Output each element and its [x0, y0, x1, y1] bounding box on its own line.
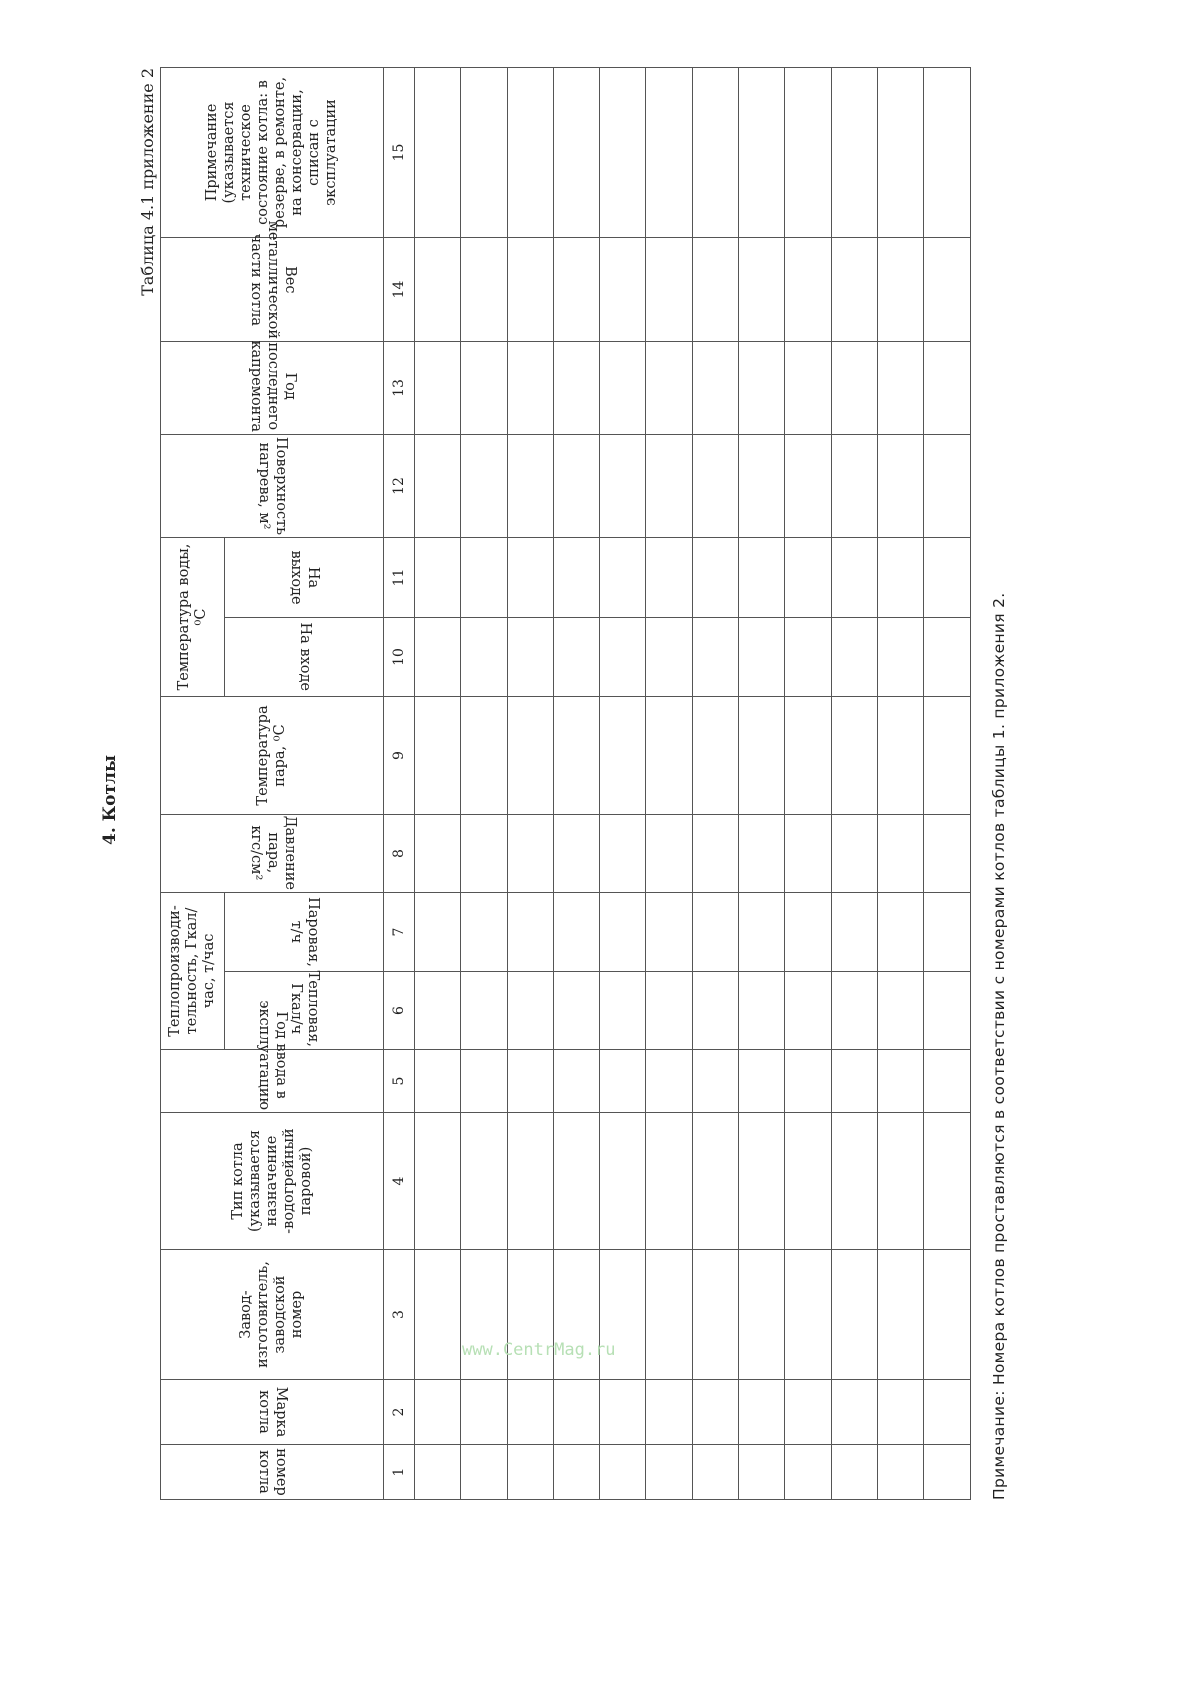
table-cell[interactable]	[461, 972, 507, 1050]
header-row	[161, 68, 225, 1500]
table-row	[739, 68, 785, 1500]
table-cell[interactable]	[739, 1113, 785, 1250]
table-cell[interactable]	[877, 238, 923, 342]
table-cell[interactable]	[461, 893, 507, 972]
table-cell[interactable]	[924, 238, 970, 342]
table-cell[interactable]	[831, 68, 877, 238]
table-cell[interactable]	[415, 1113, 461, 1250]
table-cell[interactable]	[877, 435, 923, 538]
table-cell[interactable]	[785, 1445, 831, 1500]
table-cell[interactable]	[553, 538, 599, 618]
table-cell[interactable]	[924, 1445, 970, 1500]
table-cell[interactable]	[692, 342, 738, 435]
table-cell[interactable]	[646, 1250, 692, 1380]
table-cell[interactable]	[692, 1380, 738, 1445]
table-row	[415, 68, 461, 1500]
table-cell[interactable]	[507, 1380, 553, 1445]
table-cell[interactable]	[646, 342, 692, 435]
table-cell[interactable]	[785, 618, 831, 697]
table-cell[interactable]	[461, 1250, 507, 1380]
table-cell[interactable]	[739, 1445, 785, 1500]
table-cell[interactable]	[553, 342, 599, 435]
table-cell[interactable]	[461, 342, 507, 435]
table-cell[interactable]	[831, 1380, 877, 1445]
table-cell[interactable]	[646, 68, 692, 238]
table-row	[692, 68, 738, 1500]
table-cell[interactable]	[415, 893, 461, 972]
table-row	[785, 68, 831, 1500]
table-cell[interactable]	[692, 538, 738, 618]
table-cell[interactable]	[646, 972, 692, 1050]
table-cell[interactable]	[739, 1050, 785, 1113]
table-row	[461, 68, 507, 1500]
table-cell[interactable]	[924, 1250, 970, 1380]
table-cell[interactable]	[785, 1050, 831, 1113]
header-cell: Поверхность нагрева, м²	[161, 435, 384, 538]
header-group-cell: Температура воды, ⁰C	[161, 538, 225, 697]
table-cell[interactable]	[507, 435, 553, 538]
table-cell[interactable]	[785, 815, 831, 893]
table-cell[interactable]	[692, 893, 738, 972]
table-cell[interactable]	[785, 1250, 831, 1380]
table-cell[interactable]	[415, 972, 461, 1050]
table-cell[interactable]	[739, 1250, 785, 1380]
table-cell[interactable]	[646, 618, 692, 697]
column-number-cell: 9	[384, 697, 415, 815]
table-cell[interactable]	[507, 1113, 553, 1250]
table-cell[interactable]	[600, 697, 646, 815]
table-row	[831, 68, 877, 1500]
table-cell[interactable]	[553, 815, 599, 893]
table-cell[interactable]	[461, 1113, 507, 1250]
table-cell[interactable]	[877, 697, 923, 815]
table-cell[interactable]	[739, 815, 785, 893]
section-title: 4. Котлы	[100, 754, 120, 846]
table-cell[interactable]	[507, 815, 553, 893]
table-cell[interactable]	[600, 538, 646, 618]
table-cell[interactable]	[831, 1113, 877, 1250]
table-cell[interactable]	[507, 893, 553, 972]
header-cell: На выходе	[225, 538, 384, 618]
table-cell[interactable]	[831, 893, 877, 972]
table-row	[507, 68, 553, 1500]
table-cell[interactable]	[507, 68, 553, 238]
table-cell[interactable]	[461, 435, 507, 538]
table-row	[646, 68, 692, 1500]
column-number-cell: 13	[384, 342, 415, 435]
table-cell[interactable]	[600, 1250, 646, 1380]
table-cell[interactable]	[739, 68, 785, 238]
table-cell[interactable]	[924, 68, 970, 238]
table-cell[interactable]	[415, 618, 461, 697]
column-number-cell: 6	[384, 972, 415, 1050]
table-cell[interactable]	[692, 1445, 738, 1500]
header-cell: Паровая, т/ч	[225, 893, 384, 972]
table-cell[interactable]	[877, 1445, 923, 1500]
table-cell[interactable]	[507, 1050, 553, 1113]
table-cell[interactable]	[877, 1380, 923, 1445]
table-cell[interactable]	[646, 815, 692, 893]
table-cell[interactable]	[924, 1050, 970, 1113]
table-cell[interactable]	[785, 68, 831, 238]
column-number-cell: 4	[384, 1113, 415, 1250]
table-cell[interactable]	[785, 1113, 831, 1250]
table-cell[interactable]	[877, 972, 923, 1050]
table-cell[interactable]	[785, 538, 831, 618]
table-cell[interactable]	[600, 68, 646, 238]
table-cell[interactable]	[507, 238, 553, 342]
table-cell[interactable]	[415, 68, 461, 238]
table-cell[interactable]	[415, 815, 461, 893]
table-cell[interactable]	[507, 1445, 553, 1500]
table-cell[interactable]	[692, 68, 738, 238]
table-cell[interactable]	[415, 1050, 461, 1113]
table-cell[interactable]	[877, 68, 923, 238]
table-cell[interactable]	[600, 893, 646, 972]
table-cell[interactable]	[553, 893, 599, 972]
column-number-row	[384, 68, 415, 1500]
table-cell[interactable]	[739, 618, 785, 697]
header-cell: Примечание (указывается техническое состояние котла: в резерве, в ремонте, на консервации, списан с эксплуатации	[161, 68, 384, 238]
table-cell[interactable]	[461, 815, 507, 893]
table-cell[interactable]	[924, 1380, 970, 1445]
boilers-table	[160, 67, 971, 1500]
table-cell[interactable]	[877, 1250, 923, 1380]
table-cell[interactable]	[785, 972, 831, 1050]
column-number-cell: 14	[384, 238, 415, 342]
table-cell[interactable]	[924, 435, 970, 538]
table-cell[interactable]	[831, 1050, 877, 1113]
table-cell[interactable]	[553, 238, 599, 342]
column-number-cell: 12	[384, 435, 415, 538]
table-cell[interactable]	[553, 618, 599, 697]
table-cell[interactable]	[553, 1113, 599, 1250]
table-cell[interactable]	[646, 893, 692, 972]
table-cell[interactable]	[461, 68, 507, 238]
table-cell[interactable]	[692, 1050, 738, 1113]
table-cell[interactable]	[877, 618, 923, 697]
table-row	[600, 68, 646, 1500]
table-cell[interactable]	[461, 538, 507, 618]
table-cell[interactable]	[461, 238, 507, 342]
table-cell[interactable]	[553, 1445, 599, 1500]
column-number-cell: 5	[384, 1050, 415, 1113]
table-cell[interactable]	[692, 435, 738, 538]
table-cell[interactable]	[739, 238, 785, 342]
table-cell[interactable]	[739, 972, 785, 1050]
table-cell[interactable]	[785, 435, 831, 538]
table-cell[interactable]	[600, 342, 646, 435]
table-cell[interactable]	[831, 972, 877, 1050]
header-cell: Тепловая, Гкал/ч	[225, 972, 384, 1050]
header-cell: Тип котла (указывается назначение -водогрейный паровой)	[161, 1113, 384, 1250]
header-cell: Температура пара, ⁰C	[161, 697, 384, 815]
table-cell[interactable]	[600, 1445, 646, 1500]
table-cell[interactable]	[877, 342, 923, 435]
column-number-cell: 1	[384, 1445, 415, 1500]
header-group-cell: Теплопроизводи-тельность, Гкал/час, т/час	[161, 893, 225, 1050]
table-cell[interactable]	[831, 618, 877, 697]
table-cell[interactable]	[831, 1250, 877, 1380]
table-cell[interactable]	[785, 1380, 831, 1445]
table-cell[interactable]	[646, 1113, 692, 1250]
table-cell[interactable]	[739, 342, 785, 435]
table-cell[interactable]	[600, 815, 646, 893]
column-number-cell: 2	[384, 1380, 415, 1445]
table-row	[877, 68, 923, 1500]
table-cell[interactable]	[739, 697, 785, 815]
table-cell[interactable]	[553, 1380, 599, 1445]
table-cell[interactable]	[553, 435, 599, 538]
table-cell[interactable]	[831, 435, 877, 538]
table-caption: Таблица 4.1 приложение 2	[138, 68, 157, 296]
table-cell[interactable]	[507, 1250, 553, 1380]
table-cell[interactable]	[739, 893, 785, 972]
table-cell[interactable]	[831, 238, 877, 342]
table-cell[interactable]	[600, 238, 646, 342]
header-cell: Год последнего капремонта	[161, 342, 384, 435]
header-cell: Давление пара, кгс/см²	[161, 815, 384, 893]
table-cell[interactable]	[553, 1050, 599, 1113]
footnote: Примечание: Номера котлов проставляются в соответствии с номерами котлов таблицы 1. приложения 2.	[990, 592, 1008, 1500]
table-cell[interactable]	[692, 815, 738, 893]
table-cell[interactable]	[600, 1050, 646, 1113]
table-cell[interactable]	[785, 893, 831, 972]
table-cell[interactable]	[507, 538, 553, 618]
table-cell[interactable]	[785, 342, 831, 435]
table-cell[interactable]	[877, 538, 923, 618]
table-cell[interactable]	[507, 972, 553, 1050]
table-cell[interactable]	[553, 1250, 599, 1380]
table-cell[interactable]	[415, 1380, 461, 1445]
table-cell[interactable]	[646, 1380, 692, 1445]
table-cell[interactable]	[877, 1113, 923, 1250]
table-cell[interactable]	[739, 1380, 785, 1445]
table-cell[interactable]	[646, 1445, 692, 1500]
table-cell[interactable]	[415, 538, 461, 618]
table-cell[interactable]	[415, 1250, 461, 1380]
column-number-cell: 3	[384, 1250, 415, 1380]
table-cell[interactable]	[924, 893, 970, 972]
table-row	[924, 68, 970, 1500]
table-cell[interactable]	[924, 815, 970, 893]
table-cell[interactable]	[692, 697, 738, 815]
column-number-cell: 8	[384, 815, 415, 893]
table-cell[interactable]	[553, 972, 599, 1050]
table-cell[interactable]	[739, 538, 785, 618]
table-cell[interactable]	[600, 618, 646, 697]
table-cell[interactable]	[831, 815, 877, 893]
table-cell[interactable]	[831, 697, 877, 815]
table-cell[interactable]	[646, 238, 692, 342]
table-cell[interactable]	[785, 697, 831, 815]
table-cell[interactable]	[415, 238, 461, 342]
column-number-cell: 11	[384, 538, 415, 618]
header-cell: номер котла	[161, 1445, 384, 1500]
table-cell[interactable]	[461, 1050, 507, 1113]
header-cell: Завод-изготовитель, заводской номер	[161, 1250, 384, 1380]
table-row	[553, 68, 599, 1500]
table-cell[interactable]	[553, 68, 599, 238]
column-number-cell: 7	[384, 893, 415, 972]
header-cell: Марка котла	[161, 1380, 384, 1445]
table-cell[interactable]	[600, 972, 646, 1050]
table-cell[interactable]	[785, 238, 831, 342]
table-cell[interactable]	[924, 538, 970, 618]
table-cell[interactable]	[600, 435, 646, 538]
table-cell[interactable]	[924, 697, 970, 815]
table-cell[interactable]	[415, 435, 461, 538]
watermark: www.CentrMag.ru	[462, 1340, 616, 1360]
table-cell[interactable]	[692, 1113, 738, 1250]
table-cell[interactable]	[877, 1050, 923, 1113]
table-cell[interactable]	[600, 1113, 646, 1250]
table-cell[interactable]	[461, 618, 507, 697]
table-cell[interactable]	[507, 618, 553, 697]
table-cell[interactable]	[461, 697, 507, 815]
table-cell[interactable]	[692, 1250, 738, 1380]
table-cell[interactable]	[600, 1380, 646, 1445]
column-number-cell: 10	[384, 618, 415, 697]
table-cell[interactable]	[831, 342, 877, 435]
table-cell[interactable]	[692, 618, 738, 697]
header-cell: Вес металлической части котла	[161, 238, 384, 342]
table-cell[interactable]	[924, 1113, 970, 1250]
column-number-cell: 15	[384, 68, 415, 238]
table-cell[interactable]	[924, 342, 970, 435]
table-cell[interactable]	[553, 697, 599, 815]
header-cell: Год ввода в эксплуатацию	[161, 1050, 384, 1113]
table-cell[interactable]	[415, 342, 461, 435]
table-cell[interactable]	[507, 342, 553, 435]
table-cell[interactable]	[461, 1445, 507, 1500]
table-cell[interactable]	[646, 538, 692, 618]
table-cell[interactable]	[877, 815, 923, 893]
table-cell[interactable]	[692, 238, 738, 342]
table-cell[interactable]	[739, 435, 785, 538]
table-cell[interactable]	[415, 697, 461, 815]
table-cell[interactable]	[831, 1445, 877, 1500]
table-cell[interactable]	[507, 697, 553, 815]
table-cell[interactable]	[692, 972, 738, 1050]
table-cell[interactable]	[831, 538, 877, 618]
header-cell: На входе	[225, 618, 384, 697]
table-cell[interactable]	[415, 1445, 461, 1500]
table-cell[interactable]	[924, 972, 970, 1050]
table-cell[interactable]	[877, 893, 923, 972]
table-cell[interactable]	[924, 618, 970, 697]
table-cell[interactable]	[646, 435, 692, 538]
table-cell[interactable]	[646, 697, 692, 815]
table-cell[interactable]	[461, 1380, 507, 1445]
table-cell[interactable]	[646, 1050, 692, 1113]
